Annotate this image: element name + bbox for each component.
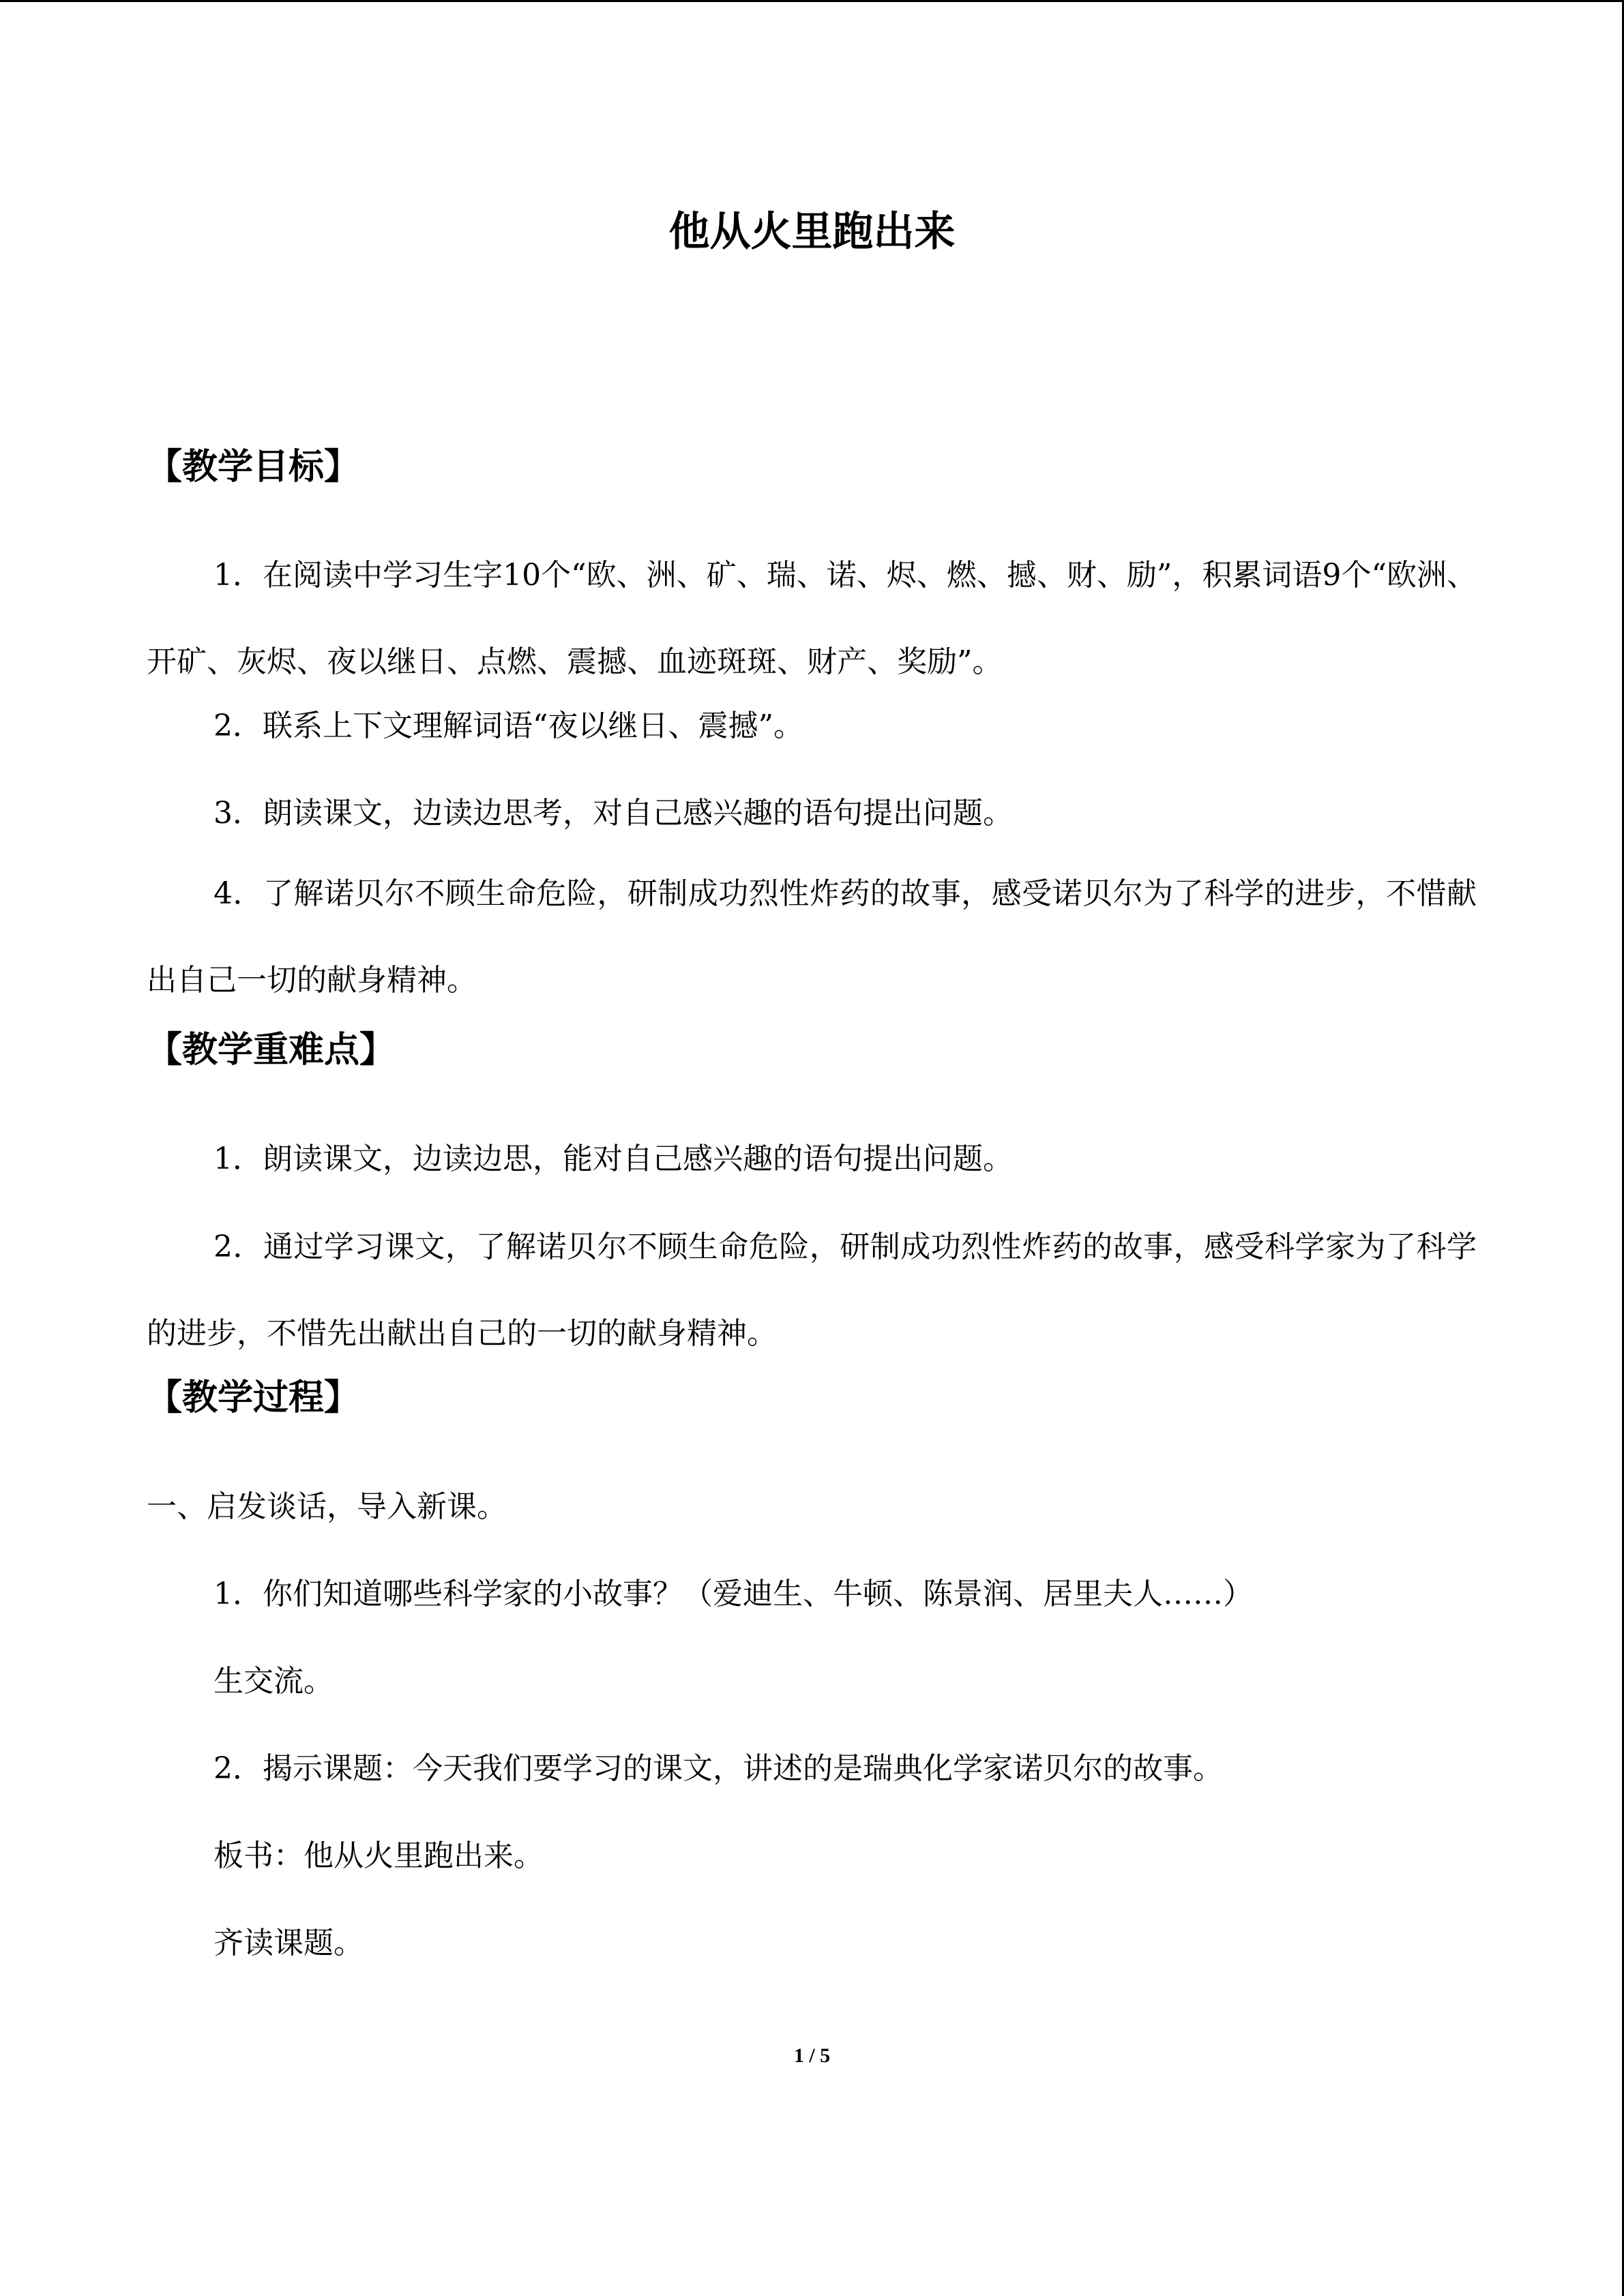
process-line-4: 板书：他从火里跑出来。 — [213, 1838, 544, 1873]
key-point-item-2: 2．通过学习课文，了解诺贝尔不顾生命危险，研制成功烈性炸药的故事，感受科学家为了科学的进步，不惜先出献出自己的一切的献身精神。 — [147, 1229, 1477, 1351]
key-point-item-1: 1．朗读课文，边读边思，能对自己感兴趣的语句提出问题。 — [213, 1142, 1013, 1176]
process-line-2: 生交流。 — [213, 1664, 334, 1699]
goal-item-1: 1．在阅读中学习生字10个“欧、洲、矿、瑞、诺、烬、燃、撼、财、励”，积累词语9个“欧洲、开矿、灰烬、夜以继日、点燃、震撼、血迹斑斑、财产、奖励”。 — [147, 558, 1477, 679]
process-line-1: 1．你们知道哪些科学家的小故事？（爱迪生、牛顿、陈景润、居里夫人……） — [213, 1577, 1253, 1611]
goal-item-2: 2．联系上下文理解词语“夜以继日、震撼”。 — [213, 709, 803, 743]
process-line-5: 齐读课题。 — [213, 1926, 364, 1960]
section-heading-key-points: 【教学重难点】 — [147, 1029, 396, 1071]
document-title: 他从火里跑出来 — [668, 208, 956, 256]
process-step-1-title: 一、启发谈话，导入新课。 — [147, 1489, 507, 1524]
section-heading-goals: 【教学目标】 — [147, 446, 360, 488]
goal-item-3: 3．朗读课文，边读边思考，对自己感兴趣的语句提出问题。 — [213, 796, 1013, 831]
page-number: 1 / 5 — [793, 2044, 831, 2067]
goal-item-4: 4．了解诺贝尔不顾生命危险，研制成功烈性炸药的故事，感受诺贝尔为了科学的进步，不惜献出自己一切的献身精神。 — [147, 876, 1477, 998]
page-border-top — [0, 0, 1624, 2]
section-heading-process: 【教学过程】 — [147, 1377, 360, 1418]
process-line-3: 2．揭示课题：今天我们要学习的课文，讲述的是瑞典化学家诺贝尔的故事。 — [213, 1751, 1223, 1786]
